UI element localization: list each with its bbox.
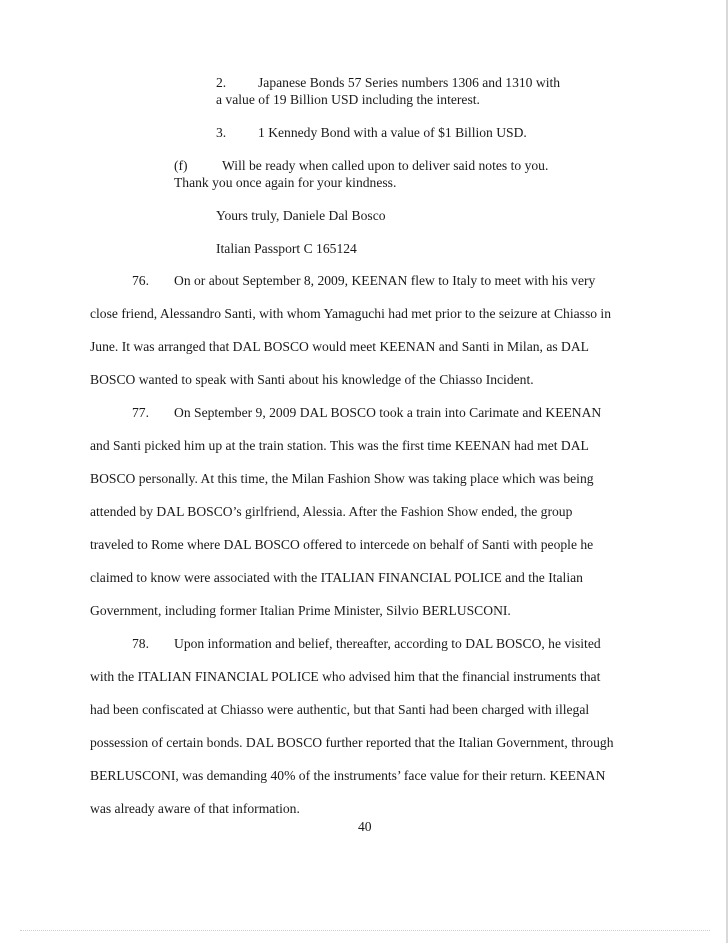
paragraph-77-first-line [132, 404, 601, 421]
paragraph-number: 78. [132, 636, 149, 651]
list-item-3 [216, 124, 527, 141]
paragraph-number: 76. [132, 273, 149, 288]
paragraph-line: possession of certain bonds. DAL BOSCO further reported that the Italian Government, through [90, 735, 614, 750]
paragraph-line: with the ITALIAN FINANCIAL POLICE who advised him that the financial instruments that [90, 669, 601, 684]
paragraph-line: On September 9, 2009 DAL BOSCO took a train into Carimate and KEENAN [174, 405, 602, 420]
subsection-f-continuation: Thank you once again for your kindness. [174, 175, 397, 190]
subsection-f [174, 157, 548, 174]
scan-artifact-line [20, 930, 710, 932]
list-item-number: 2. [216, 75, 227, 90]
subsection-text: Will be ready when called upon to deliver said notes to you. [222, 158, 549, 173]
paragraph-line: BOSCO wanted to speak with Santi about his knowledge of the Chiasso Incident. [90, 372, 534, 387]
list-item-number: 3. [216, 125, 227, 140]
signature-passport: Italian Passport C 165124 [216, 241, 357, 256]
paragraph-line: close friend, Alessandro Santi, with whom Yamaguchi had met prior to the seizure at Chiasso in [90, 306, 612, 321]
list-item-text: Japanese Bonds 57 Series numbers 1306 and 1310 with [258, 75, 561, 90]
paragraph-78-first-line [132, 635, 601, 652]
subsection-label: (f) [174, 158, 188, 173]
paragraph-line: Upon information and belief, thereafter, according to DAL BOSCO, he visited [174, 636, 601, 651]
paragraph-line: BOSCO personally. At this time, the Milan Fashion Show was taking place which was being [90, 471, 594, 486]
list-item-text: 1 Kennedy Bond with a value of $1 Billion USD. [258, 125, 527, 140]
paragraph-line: claimed to know were associated with the ITALIAN FINANCIAL POLICE and the Italian [90, 570, 583, 585]
paragraph-line: Government, including former Italian Prime Minister, Silvio BERLUSCONI. [90, 603, 511, 618]
signature-closing: Yours truly, Daniele Dal Bosco [216, 208, 386, 223]
paragraph-number: 77. [132, 405, 149, 420]
paragraph-line: On or about September 8, 2009, KEENAN flew to Italy to meet with his very [174, 273, 596, 288]
paragraph-line: June. It was arranged that DAL BOSCO would meet KEENAN and Santi in Milan, as DAL [90, 339, 589, 354]
paragraph-line: had been confiscated at Chiasso were authentic, but that Santi had been charged with illegal [90, 702, 590, 717]
paragraph-line: BERLUSCONI, was demanding 40% of the instruments’ face value for their return. KEENAN [90, 768, 606, 783]
paragraph-line: traveled to Rome where DAL BOSCO offered to intercede on behalf of Santi with people he [90, 537, 594, 552]
paragraph-76-first-line [132, 272, 595, 289]
list-item-2-continuation: a value of 19 Billion USD including the interest. [216, 92, 480, 107]
paragraph-line: attended by DAL BOSCO’s girlfriend, Alessia. After the Fashion Show ended, the group [90, 504, 573, 519]
paragraph-line: was already aware of that information. [90, 801, 300, 816]
list-item-2 [216, 74, 560, 91]
page-number: 40 [358, 819, 372, 834]
paragraph-line: and Santi picked him up at the train station. This was the first time KEENAN had met DAL [90, 438, 589, 453]
